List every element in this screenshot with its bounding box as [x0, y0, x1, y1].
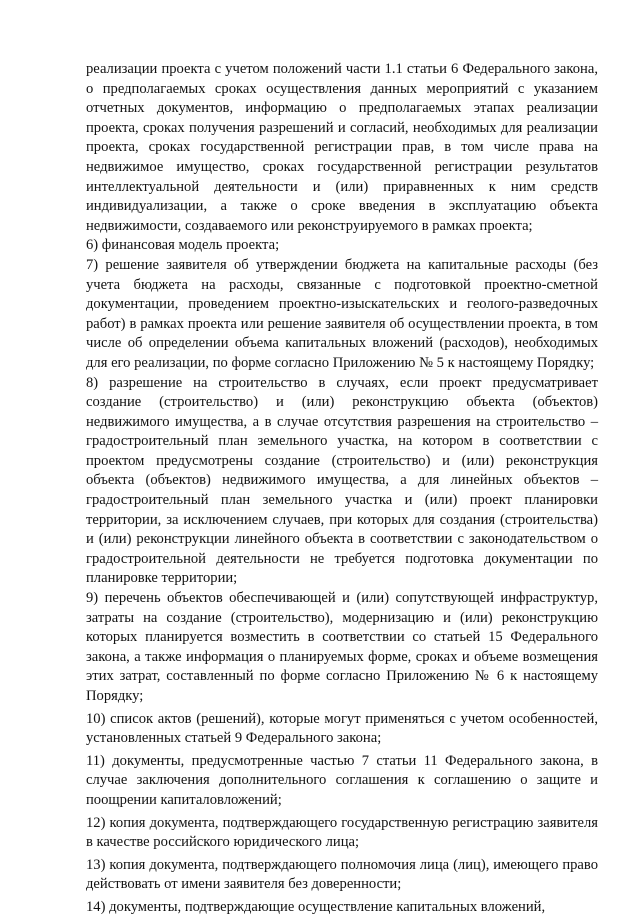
paragraph-item-7: 7) решение заявителя об утверждении бюджета на капитальные расходы (без учета бюджета на расходы, связанные с подготовкой проектно-сметной документации, проведением проектно-изыскательских и геолого-разведочных работ) в рамках проекта или решение заявителя об осуществлении проекта, в том числе об определении объема капитальных вложений (расходов), необходимых для его реализации, по форме согласно Приложению № 5 к настоящему Порядку;	[86, 256, 598, 371]
paragraph-item-9: 9) перечень объектов обеспечивающей и (или) сопутствующей инфраструктур, затраты на создание (строительство), модернизацию и (или) реконструкцию которых планируется возместить в соответствии со статьей 15 Федерального закона, а также информация о планируемых форме, сроках и объеме возмещения этих затрат, составленный по форме согласно Приложению № 6 к настоящему Порядку;	[86, 590, 598, 704]
paragraph-item-11: 11) документы, предусмотренные частью 7 статьи 11 Федерального закона, в случае заключения дополнительного соглашения к соглашению о защите и поощрении капиталовложений;	[86, 752, 598, 808]
paragraph-item-12: 12) копия документа, подтверждающего государственную регистрацию заявителя в качестве российского юридического лица;	[86, 814, 598, 851]
paragraph-item-14: 14) документы, подтверждающие осуществление капитальных вложений,	[86, 898, 546, 915]
paragraph-item-6: 6) финансовая модель проекта;	[86, 237, 280, 254]
paragraph-item-13: 13) копия документа, подтверждающего полномочия лица (лиц), имеющего право действовать от имени заявителя без доверенности;	[86, 856, 598, 893]
document-page	[86, 60, 598, 918]
paragraph-item-10: 10) список актов (решений), которые могут применяться с учетом особенностей, установленных статьей 9 Федерального закона;	[86, 710, 598, 747]
paragraph-project-timeline: реализации проекта с учетом положений части 1.1 статьи 6 Федерального закона, о предполагаемых сроках осуществления данных мероприятий с указанием отчетных документов, информацию о предполагаемых этапах реализации проекта, сроках получения разрешений и согласий, необходимых для реализации проекта, сроках государственной регистрации прав, в том числе права на недвижимое имущество, сроках государственной регистрации результатов интеллектуальной деятельности и (или) приравненных к ним средств индивидуализации, а также о сроке введения в эксплуатацию объекта недвижимости, создаваемого или реконструируемого в рамках проекта;	[86, 61, 598, 234]
paragraph-item-8: 8) разрешение на строительство в случаях, если проект предусматривает создание (строительство) и (или) реконструкцию объекта (объектов) недвижимого имущества, а в случае отсутствия разрешения на строительство – градостроительный план земельного участка, на котором в соответствии с проектом предусмотрены создание (строительство) и (или) реконструкция объекта (объектов) недвижимого имущества, а для линейных объектов – градостроительный план земельного участка и (или) проект планировки территории, за исключением случаев, при которых для создания (строительства) и (или) реконструкции линейного объекта в соответствии с законодательством о градостроительной деятельности не требуется подготовка документации по планировке территории;	[86, 374, 598, 587]
